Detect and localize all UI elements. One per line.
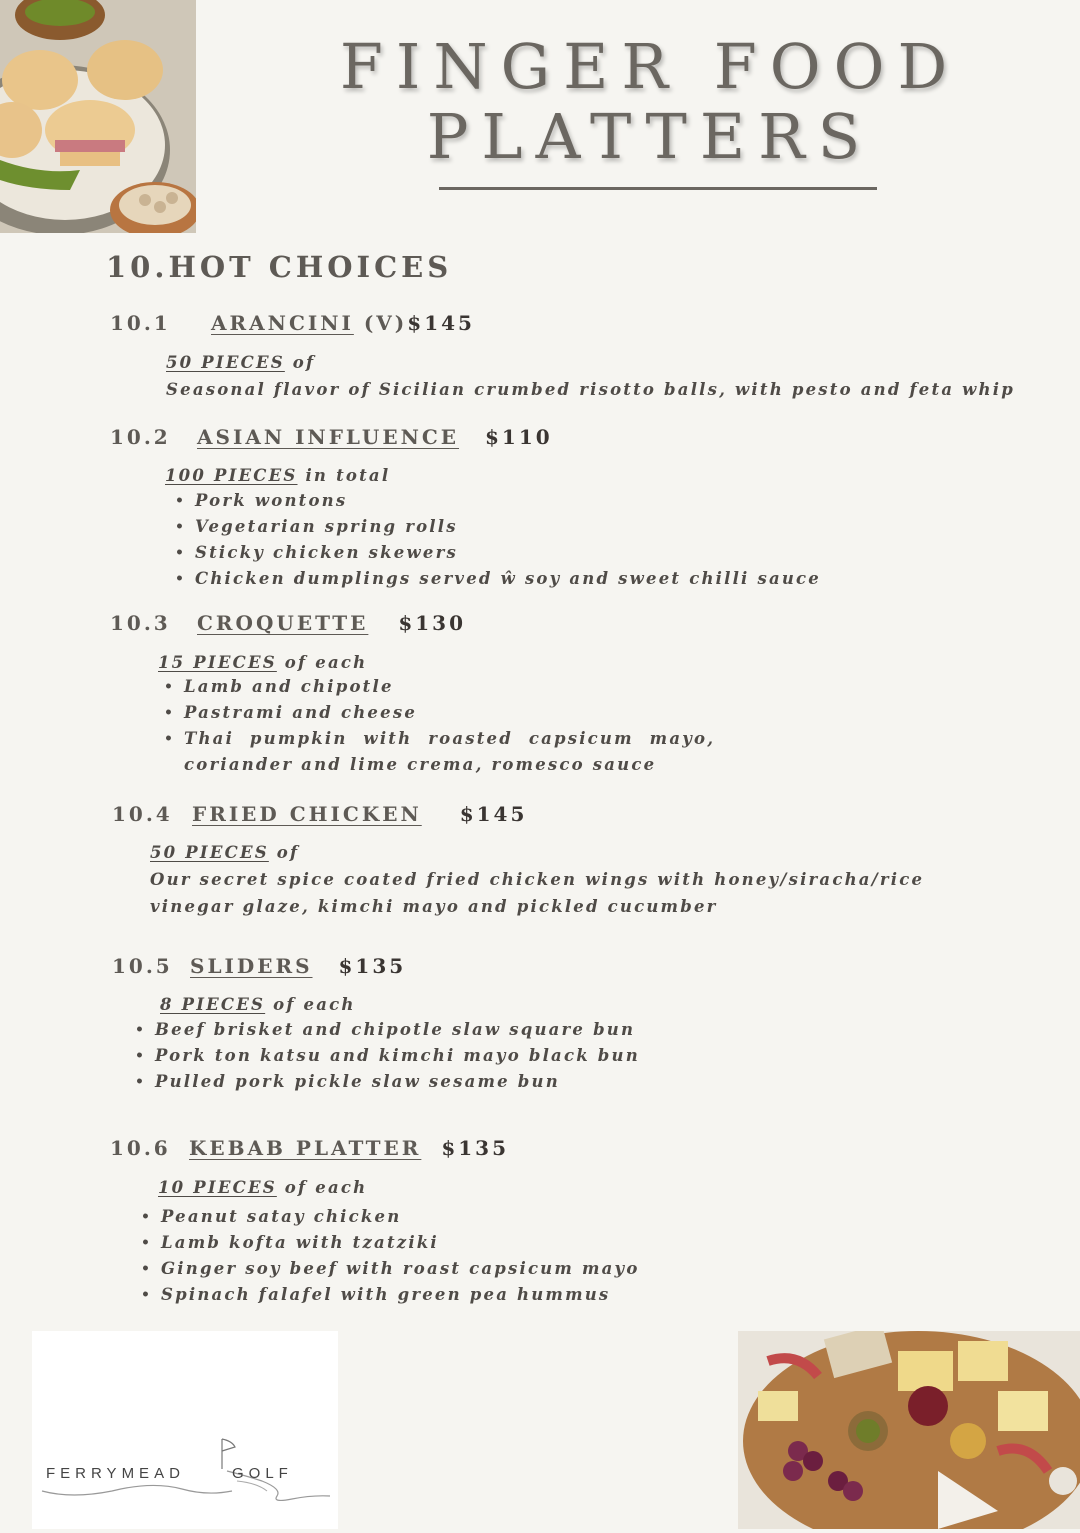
charcuterie-photo-illustration (738, 1331, 1080, 1529)
item-list (141, 1204, 640, 1308)
item-price: $145 (459, 802, 528, 826)
item-list (135, 1017, 640, 1095)
item-name: CROQUETTE (197, 611, 369, 635)
item-number: 10.3 (110, 611, 171, 635)
item-description: vinegar glaze, kimchi mayo and pickled cucumber (150, 897, 718, 916)
item-description: Our secret spice coated fried chicken wings with honey/siracha/rice (150, 870, 925, 889)
ferrymead-golf-logo (32, 1331, 338, 1529)
item-name: ARANCINI (211, 311, 354, 335)
item-heading (110, 1136, 509, 1160)
pieces-tail: of (292, 353, 316, 372)
list-item: • Peanut satay chicken (141, 1204, 640, 1230)
item-list (175, 488, 821, 592)
page-title-line-2: PLATTERS (426, 100, 874, 173)
pieces-tail: of each (273, 995, 356, 1014)
pieces-count: 50 PIECES (166, 353, 285, 372)
pieces-count: 15 PIECES (158, 653, 277, 672)
list-item-continuation: coriander and lime crema, romesco sauce (184, 755, 657, 774)
item-number: 10.1 (110, 311, 171, 335)
list-item: • Pork ton katsu and kimchi mayo black bun (135, 1043, 640, 1069)
item-name: ASIAN INFLUENCE (197, 425, 460, 449)
section-title: 10.HOT CHOICES (106, 250, 453, 284)
list-item: • Ginger soy beef with roast capsicum mayo (141, 1256, 640, 1282)
item-pieces (166, 353, 315, 372)
item-heading (110, 425, 553, 449)
item-pieces (160, 995, 356, 1014)
item-suffix: (V) (363, 311, 408, 335)
list-item: • Beef brisket and chipotle slaw square bun (135, 1017, 640, 1043)
item-name: KEBAB PLATTER (189, 1136, 422, 1160)
item-price: $130 (398, 611, 467, 635)
item-heading (112, 802, 527, 826)
item-list (164, 674, 715, 752)
item-description: Seasonal flavor of Sicilian crumbed risotto balls, with pesto and feta whip (166, 380, 1015, 399)
list-item: • Vegetarian spring rolls (175, 514, 821, 540)
logo-mark (32, 1331, 338, 1529)
item-price: $135 (338, 954, 407, 978)
pieces-tail: of (276, 843, 300, 862)
page-title-line-1: FINGER FOOD (339, 30, 961, 103)
item-heading (110, 611, 466, 635)
sliders-photo (0, 0, 196, 233)
item-price: $110 (484, 425, 553, 449)
item-pieces (158, 653, 367, 672)
item-heading (110, 311, 475, 335)
item-number: 10.2 (110, 425, 171, 449)
list-item: • Pastrami and cheese (164, 700, 715, 726)
list-item: • Thai pumpkin with roasted capsicum mayo, (164, 726, 715, 752)
list-item: • Chicken dumplings served ŵ soy and sweet chilli sauce (175, 566, 821, 592)
logo-text-right: GOLF (232, 1465, 293, 1482)
sliders-photo-illustration (0, 0, 196, 233)
list-item: • Spinach falafel with green pea hummus (141, 1282, 640, 1308)
pieces-count: 50 PIECES (150, 843, 269, 862)
item-name: SLIDERS (190, 954, 313, 978)
item-number: 10.6 (110, 1136, 171, 1160)
item-price: $145 (407, 311, 475, 335)
logo-text-left: FERRYMEAD (46, 1465, 185, 1482)
item-name: FRIED CHICKEN (192, 802, 422, 826)
pieces-tail: of each (284, 1178, 368, 1197)
item-number: 10.5 (112, 954, 173, 978)
list-item: • Lamb and chipotle (164, 674, 715, 700)
pieces-tail: of each (284, 653, 368, 672)
charcuterie-photo (738, 1331, 1080, 1529)
title-divider (439, 187, 877, 190)
list-item: • Sticky chicken skewers (175, 540, 821, 566)
item-pieces (158, 1178, 367, 1197)
list-item: • Pork wontons (175, 488, 821, 514)
item-heading (112, 954, 406, 978)
item-pieces (150, 843, 299, 862)
item-pieces (165, 466, 390, 485)
item-number: 10.4 (112, 802, 173, 826)
pieces-count: 10 PIECES (158, 1178, 277, 1197)
list-item: • Lamb kofta with tzatziki (141, 1230, 640, 1256)
pieces-tail: in total (305, 466, 391, 485)
pieces-count: 8 PIECES (160, 995, 266, 1014)
item-price: $135 (441, 1136, 509, 1160)
pieces-count: 100 PIECES (165, 466, 298, 485)
list-item: • Pulled pork pickle slaw sesame bun (135, 1069, 640, 1095)
